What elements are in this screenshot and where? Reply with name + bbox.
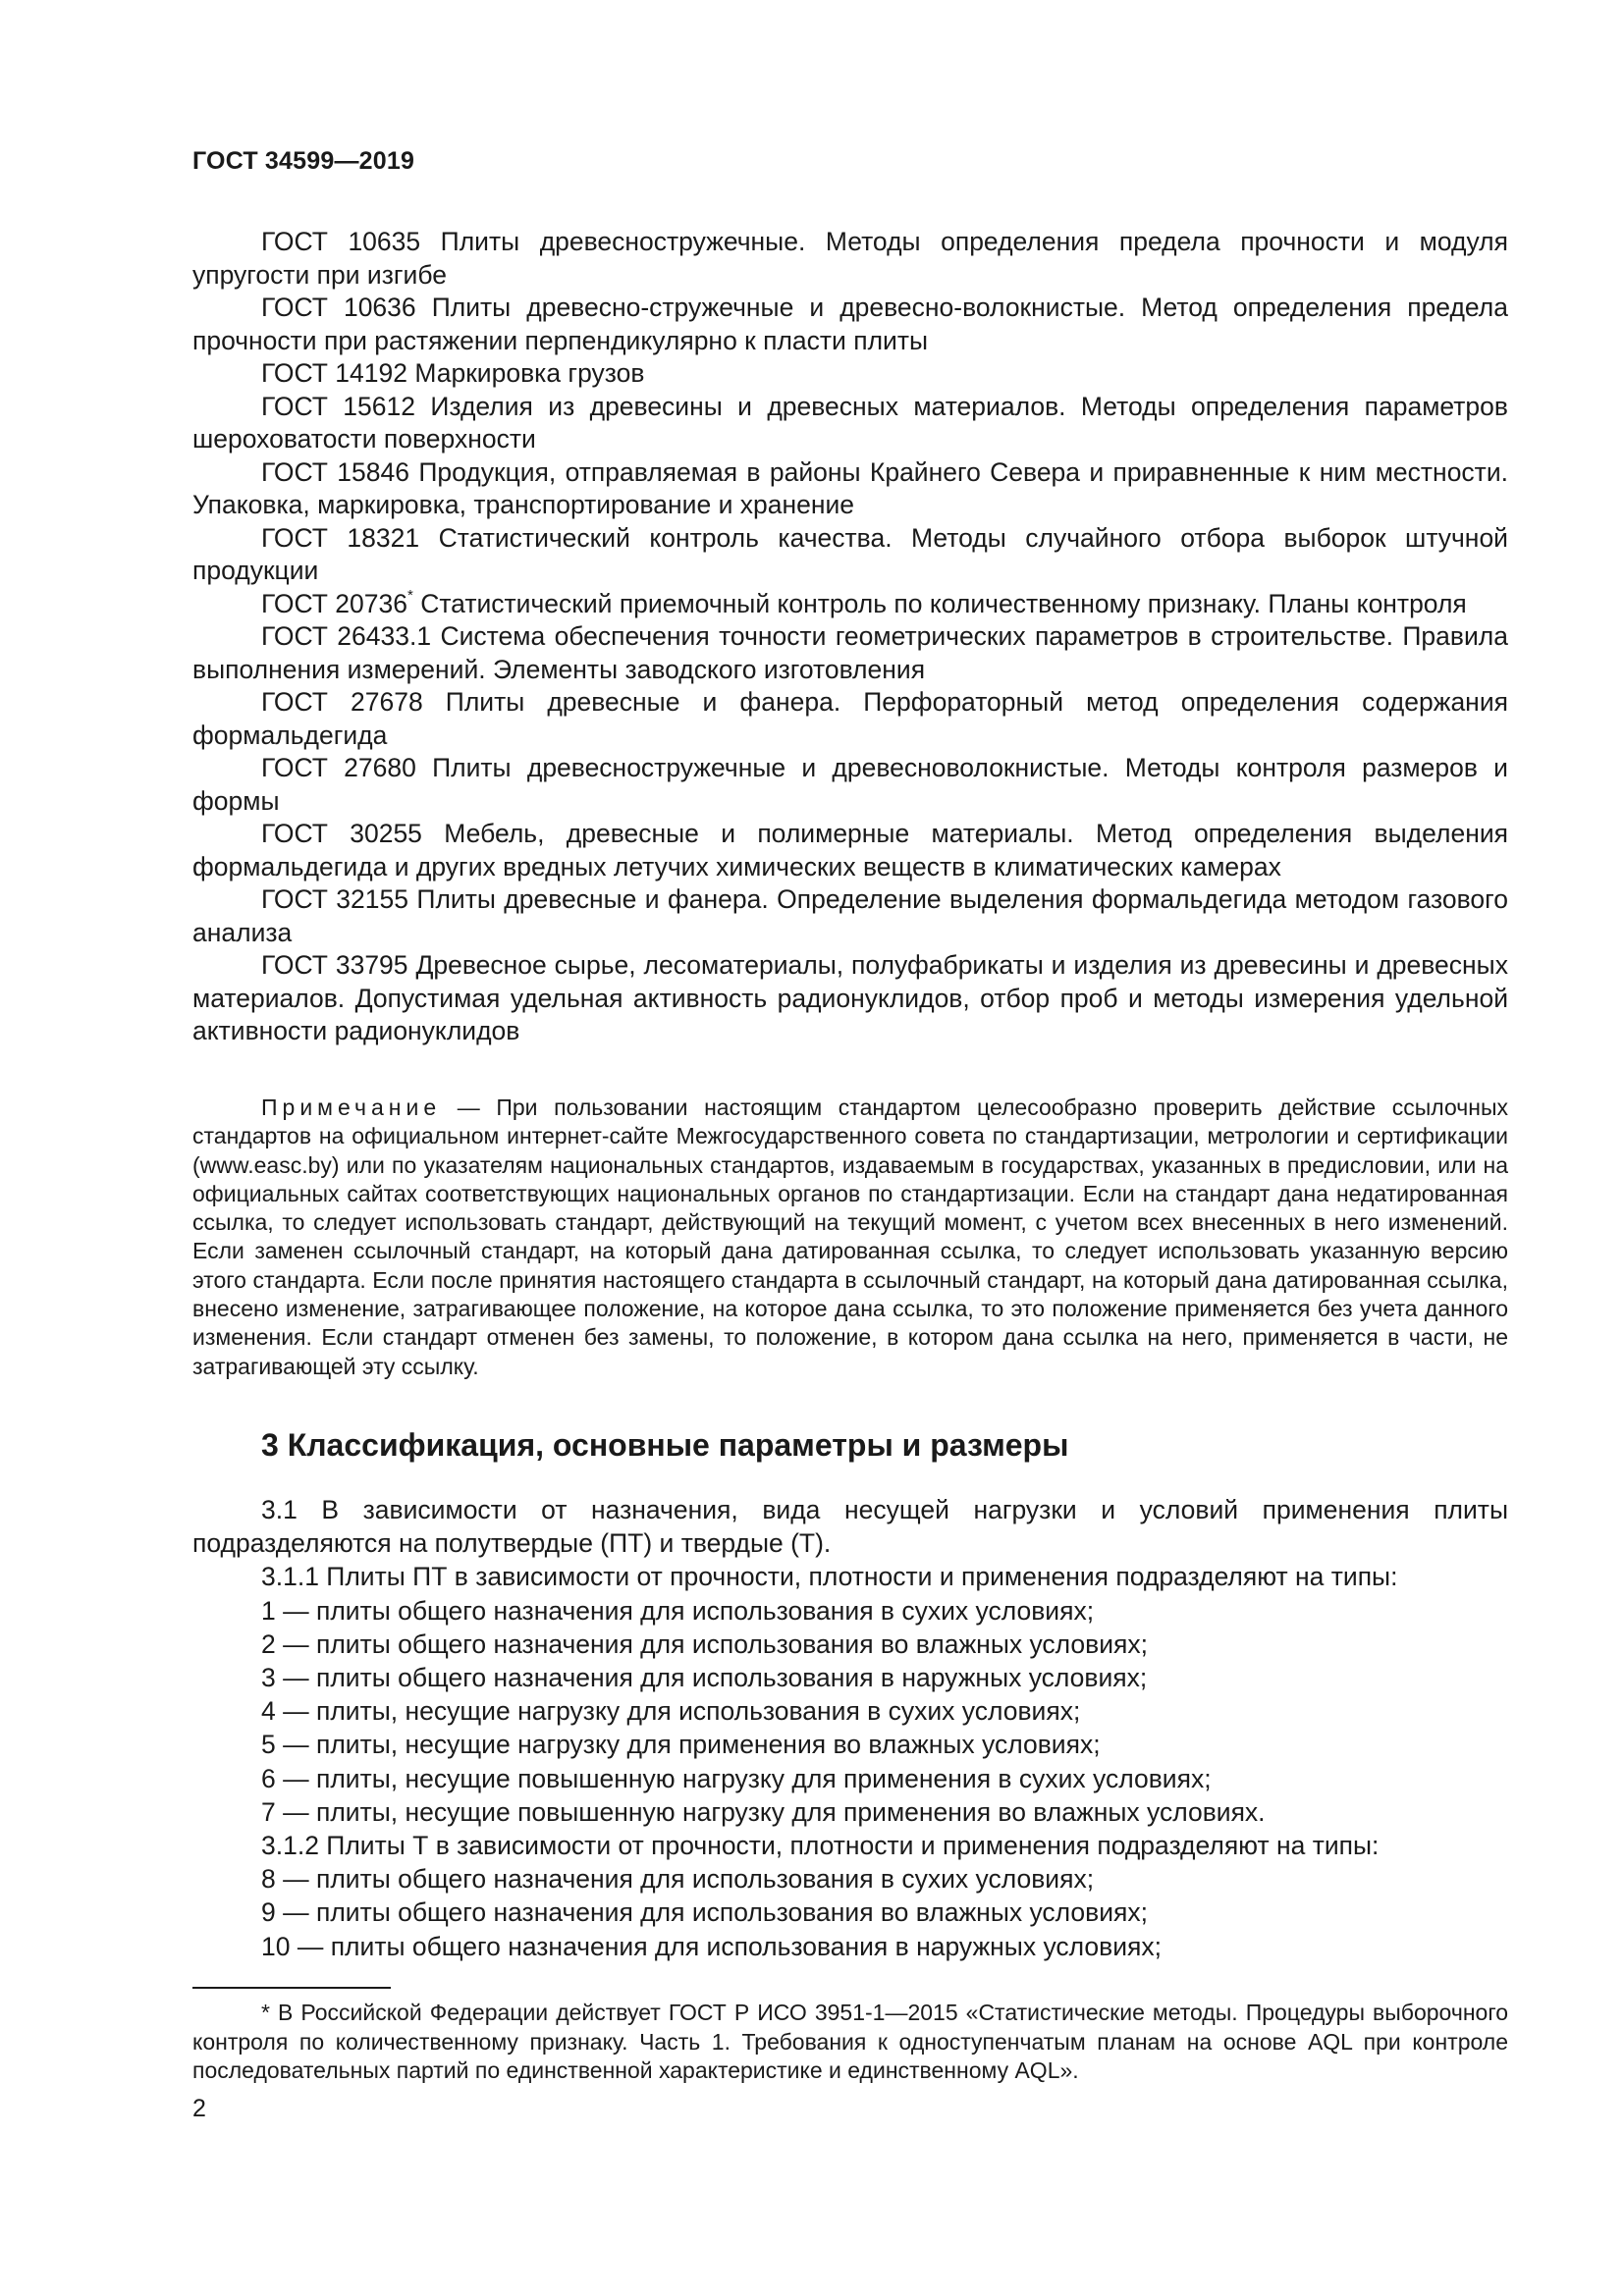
section-body xyxy=(192,1493,1508,1963)
list-item: 1 — плиты общего назначения для использования в сухих условиях; xyxy=(261,1595,1095,1626)
reference-item xyxy=(192,949,1508,1048)
section-paragraph: 3.1.2 Плиты Т в зависимости от прочности, плотности и применения подразделяют на типы: xyxy=(261,1831,1380,1861)
reference-title: Статистический контроль качества. Методы случайного отбора выборок штучной продукции xyxy=(192,522,1508,585)
list-item: 7 — плиты, несущие повышенную нагрузку для применения во влажных условиях. xyxy=(261,1796,1266,1827)
reference-title: Изделия из древесины и древесных материалов. Методы определения параметров шероховатости поверхности xyxy=(192,391,1508,454)
reference-item xyxy=(192,883,1508,949)
reference-title: Плиты древесностружечные и древесноволокнистые. Методы контроля размеров и формы xyxy=(192,753,1508,816)
reference-code: ГОСТ 10636 xyxy=(261,293,416,322)
reference-code: ГОСТ 14192 xyxy=(261,358,407,388)
reference-code: ГОСТ 20736 xyxy=(261,588,407,618)
reference-title: Продукция, отправляемая в районы Крайнего Севера и приравненные к ним местности. Упаковка, маркировка, транспортирование и хранение xyxy=(192,456,1508,519)
reference-item xyxy=(192,522,1508,588)
reference-item xyxy=(192,588,1508,621)
list-item: 3 — плиты общего назначения для использования в наружных условиях; xyxy=(261,1663,1148,1693)
note-paragraph xyxy=(192,1094,1508,1381)
reference-item xyxy=(192,686,1508,752)
reference-code: ГОСТ 30255 xyxy=(261,819,422,848)
reference-title: Плиты древесные и фанера. Перфораторный метод определения содержания формальдегида xyxy=(192,687,1508,750)
footnote-marker: * xyxy=(406,586,413,604)
reference-title: Плиты древесные и фанера. Определение выделения формальдегида методом газового анализа xyxy=(192,884,1508,947)
reference-code: ГОСТ 26433.1 xyxy=(261,621,432,651)
normative-references-list xyxy=(192,226,1508,1048)
reference-item xyxy=(192,357,1508,391)
list-item: 6 — плиты, несущие повышенную нагрузку для применения в сухих условиях; xyxy=(261,1763,1212,1793)
reference-code: ГОСТ 33795 xyxy=(261,950,408,980)
footnote-divider xyxy=(192,1987,391,1989)
note-text: — При пользовании настоящим стандартом целесообразно проверить действие ссылочных стандартов на официальном интернет-сайте Межгосударственного совета по стандартизации, метрологии и сертификации (www.easc.by) или по указателям национальных стандартов, издаваемым в государствах, указанных в предисловии, или на официальных сайтах соответствующих национальных органов по стандартизации. Если на стандарт дана недатированная ссылка, то следует использовать стандарт, действующий на текущий момент, с учетом всех внесенных в него изменений. Если заменен ссылочный стандарт, на который дана датированная ссылка, то следует использовать указанную версию этого стандарта. Если после принятия настоящего стандарта в ссылочный стандарт, на который дана датированная ссылка, внесено изменение, затрагивающее положение, на которое дана ссылка, то это положение применяется без учета данного изменения. Если стандарт отменен без замены, то положение, в котором дана ссылка на него, применяется в части, не затрагивающей эту ссылку. xyxy=(192,1095,1508,1379)
page-number: 2 xyxy=(192,2095,206,2122)
reference-title: Система обеспечения точности геометрических параметров в строительстве. Правила выполнения измерений. Элементы заводского изготовления xyxy=(192,621,1508,684)
reference-code: ГОСТ 27678 xyxy=(261,687,423,717)
reference-title: Плиты древесностружечные. Методы определения предела прочности и модуля упругости при изгибе xyxy=(192,227,1508,290)
reference-code: ГОСТ 10635 xyxy=(261,227,421,256)
reference-item xyxy=(192,456,1508,522)
reference-code: ГОСТ 15612 xyxy=(261,391,415,421)
list-item: 5 — плиты, несущие нагрузку для применения во влажных условиях; xyxy=(261,1730,1101,1760)
reference-title: Древесное сырье, лесоматериалы, полуфабрикаты и изделия из древесины и древесных материалов. Допустимая удельная активность радионуклидов, отбор проб и методы измерения удельной активности радионуклидов xyxy=(192,950,1508,1045)
reference-title: Мебель, древесные и полимерные материалы. Метод определения выделения формальдегида и других вредных летучих химических веществ в климатических камерах xyxy=(192,819,1508,881)
note-label: Примечание xyxy=(261,1095,442,1120)
reference-item xyxy=(192,226,1508,292)
document-header: ГОСТ 34599—2019 xyxy=(192,147,415,175)
list-item: 4 — плиты, несущие нагрузку для использования в сухих условиях; xyxy=(261,1696,1081,1727)
list-item: 2 — плиты общего назначения для использования во влажных условиях; xyxy=(261,1629,1149,1659)
reference-title: Статистический приемочный контроль по количественному признаку. Планы контроля xyxy=(420,588,1467,618)
reference-item xyxy=(192,391,1508,456)
section-heading: 3 Классификация, основные параметры и размеры xyxy=(261,1427,1069,1463)
reference-item xyxy=(192,292,1508,357)
reference-code: ГОСТ 27680 xyxy=(261,753,416,782)
reference-code: ГОСТ 15846 xyxy=(261,456,409,487)
reference-code: ГОСТ 18321 xyxy=(261,522,420,553)
section-paragraph: 3.1.1 Плиты ПТ в зависимости от прочности, плотности и применения подразделяют на типы: xyxy=(261,1562,1398,1592)
section-paragraph: 3.1 В зависимости от назначения, вида несущей нагрузки и условий применения плиты подразделяются на полутвердые (ПТ) и твердые (Т). xyxy=(192,1495,1508,1559)
list-item: 10 — плиты общего назначения для использования в наружных условиях; xyxy=(261,1931,1163,1961)
reference-code: ГОСТ 32155 xyxy=(261,884,408,914)
reference-item xyxy=(192,818,1508,883)
list-item: 8 — плиты общего назначения для использования в сухих условиях; xyxy=(261,1864,1095,1895)
footnote-text: * В Российской Федерации действует ГОСТ Р ИСО 3951-1—2015 «Статистические методы. Процедуры выборочного контроля по количественному признаку. Часть 1. Требования к одноступенчатым планам на основе AQL при контроле последовательных партий по единственной характеристике и единственному AQL». xyxy=(192,2000,1508,2083)
reference-title: Плиты древесно-стружечные и древесно-волокнистые. Метод определения предела прочности при растяжении перпендикулярно к пласти плиты xyxy=(192,293,1508,355)
reference-item xyxy=(192,752,1508,818)
reference-item xyxy=(192,620,1508,686)
reference-title: Маркировка грузов xyxy=(414,358,645,388)
list-item: 9 — плиты общего назначения для использования во влажных условиях; xyxy=(261,1897,1149,1928)
